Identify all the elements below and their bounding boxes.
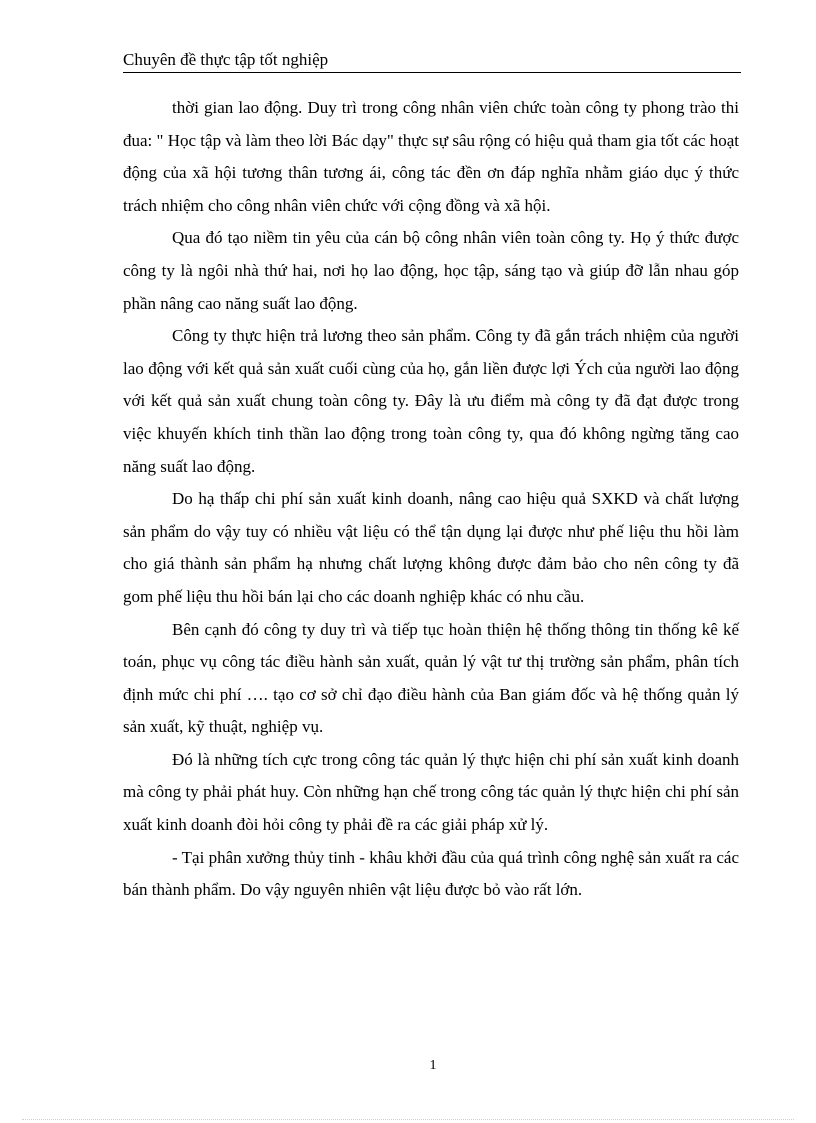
- paragraph-4: Do hạ thấp chi phí sản xuất kinh doanh, nâng cao hiệu quả SXKD và chất lượng sản phẩm do vậy tuy có nhiều vật liệu có thể tận dụng lại được như phế liệu thu hồi làm cho giá thành sản phẩm hạ nhưng chất lượng không được đảm bảo cho nên công ty đã gom phế liệu thu hồi bán lại cho các doanh nghiệp khác có nhu cầu.: [123, 489, 739, 606]
- document-body: [123, 92, 739, 907]
- paragraph-1: thời gian lao động. Duy trì trong công nhân viên chức toàn công ty phong trào thi đua: " Học tập và làm theo lời Bác dạy" thực sự sâu rộng có hiệu quả tham gia tốt các hoạt động của xã hội tương thân tương ái, công tác đền ơn đáp nghĩa nhằm giáo dục ý thức trách nhiệm cho công nhân viên chức với cộng đồng và xã hội.: [123, 98, 739, 215]
- page-bottom-divider: [22, 1119, 794, 1120]
- paragraph-5: Bên cạnh đó công ty duy trì và tiếp tục hoàn thiện hệ thống thông tin thống kê kế toán, phục vụ công tác điều hành sản xuất, quản lý vật tư thị trường sản phẩm, phân tích định mức chi phí …. tạo cơ sở chỉ đạo điều hành của Ban giám đốc và hệ thống quản lý sản xuất, kỹ thuật, nghiệp vụ.: [123, 619, 739, 737]
- page-number: 1: [429, 1058, 437, 1073]
- paragraph-3: Công ty thực hiện trả lương theo sản phẩm. Công ty đã gắn trách nhiệm của người lao động với kết quả sản xuất cuối cùng của họ, gắn liền được lợi Ých của người lao động với kết quả sản xuất chung toàn công ty. Đây là ưu điểm mà công ty đã đạt được trong việc khuyến khích tinh thần lao động trong toàn công ty, qua đó không ngừng tăng cao năng suất lao động.: [123, 326, 739, 476]
- paragraph-6: Đó là những tích cực trong công tác quản lý thực hiện chi phí sản xuất kinh doanh mà công ty phải phát huy. Còn những hạn chế trong công tác quản lý thực hiện chi phí sản xuất kinh doanh đòi hỏi công ty phải đề ra các giải pháp xử lý.: [123, 749, 739, 835]
- header-title: Chuyên đề thực tập tốt nghiệp: [123, 50, 329, 69]
- page-header: [123, 50, 741, 73]
- paragraph-7: - Tại phân xưởng thủy tinh - khâu khởi đầu của quá trình công nghệ sản xuất ra các bán thành phẩm. Do vậy nguyên nhiên vật liệu được bỏ vào rất lớn.: [123, 847, 739, 900]
- paragraph-2: Qua đó tạo niềm tin yêu của cán bộ công nhân viên toàn công ty. Họ ý thức được công ty là ngôi nhà thứ hai, nơi họ lao động, học tập, sáng tạo và giúp đỡ lẫn nhau góp phần nâng cao năng suất lao động.: [123, 228, 739, 313]
